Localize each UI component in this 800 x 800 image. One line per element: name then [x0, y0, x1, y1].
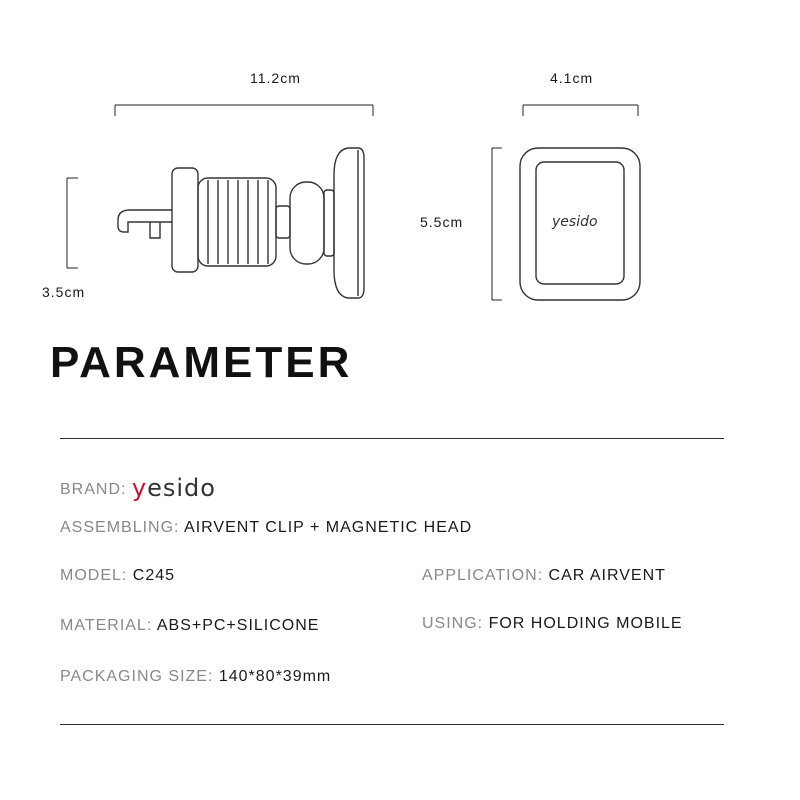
brand-logo-rest: esido	[147, 474, 216, 502]
product-logo-text: yesido	[552, 214, 598, 230]
length-dimension-bracket	[115, 105, 373, 116]
spec-using-value: FOR HOLDING MOBILE	[488, 615, 683, 632]
spec-brand-key: BRAND:	[60, 481, 127, 498]
spec-packaging-value: 140*80*39mm	[218, 668, 332, 685]
spec-application	[422, 567, 666, 585]
top-divider	[60, 438, 724, 439]
knob-cylinder-icon	[198, 178, 290, 266]
spec-model	[60, 567, 175, 585]
airvent-clip-icon	[118, 168, 198, 272]
spec-assembling	[60, 519, 472, 537]
spec-using-key: USING:	[422, 615, 484, 632]
bottom-divider	[60, 724, 724, 725]
page-title: PARAMETER	[50, 338, 353, 387]
ball-joint-icon	[290, 182, 334, 264]
height-dimension-bracket	[67, 178, 78, 268]
spec-packaging-key: PACKAGING SIZE:	[60, 668, 214, 685]
spec-assembling-value: AIRVENT CLIP + MAGNETIC HEAD	[184, 519, 473, 536]
brand-logo	[132, 474, 216, 502]
spec-model-key: MODEL:	[60, 567, 128, 584]
spec-application-key: APPLICATION:	[422, 567, 544, 584]
spec-assembling-key: ASSEMBLING:	[60, 519, 180, 536]
head-height-dimension-label: 5.5cm	[420, 214, 464, 230]
length-dimension-label: 11.2cm	[250, 70, 301, 86]
spec-using	[422, 615, 683, 633]
spec-material-value: ABS+PC+SILICONE	[156, 617, 320, 634]
spec-model-value: C245	[132, 567, 176, 584]
magnetic-head-side-icon	[334, 148, 364, 298]
brand-logo-accent: y	[131, 474, 148, 502]
spec-application-value: CAR AIRVENT	[548, 567, 666, 584]
width-dimension-bracket	[523, 105, 638, 116]
width-dimension-label: 4.1cm	[550, 70, 594, 86]
spec-brand	[60, 474, 216, 502]
spec-packaging	[60, 668, 331, 686]
product-side-view-drawing	[0, 0, 800, 330]
spec-material	[60, 617, 319, 635]
spec-material-key: MATERIAL:	[60, 617, 153, 634]
head-height-dimension-bracket	[492, 148, 502, 300]
height-dimension-label: 3.5cm	[42, 284, 86, 300]
